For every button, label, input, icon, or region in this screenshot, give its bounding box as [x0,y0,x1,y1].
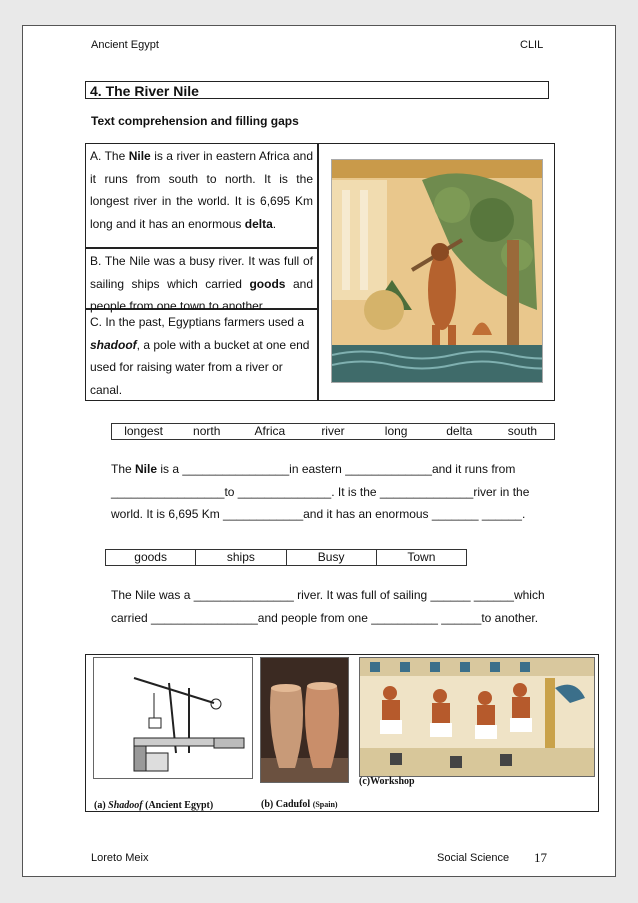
cadufol-jars-image [260,657,349,783]
header-left: Ancient Egypt [91,39,159,51]
page [22,25,616,877]
word-bank-2 [105,549,467,566]
word-bank-item: river [321,424,345,438]
word-bank-1 [111,423,555,440]
workshop-painting-image [359,657,595,777]
paragraph-a: A. The Nile is a river in eastern Africa and it runs from south to north. It is the longest river in the world. It is 6,695 Km long and it has an enormous delta. [85,143,318,248]
footer-left: Loreto Meix [91,852,149,864]
word-bank-item: Town [407,550,436,564]
images-row [85,654,599,812]
word-bank-item: goods [106,550,196,565]
word-bank-item: Busy [287,550,377,565]
paragraph-b: B. The Nile was a busy river. It was full of sailing ships which carried goods and people from one town to another. [85,248,318,309]
word-bank-item: longest [124,424,163,438]
paragraph-c: C. In the past, Egyptians farmers used a shadoof, a pole with a bucket at one end used for raising water from a river or canal. [85,309,318,401]
word-bank-item: delta [446,424,473,438]
word-bank-item: long [384,424,408,438]
caption-cadufol: (b) Cadufol (Spain) [261,799,338,810]
caption-workshop: (c)Workshop [359,776,415,787]
caption-shadoof: (a) Shadoof (Ancient Egypt) [94,800,214,811]
word-bank-item: Africa [254,424,286,438]
subtitle: Text comprehension and filling gaps [91,114,299,128]
word-bank-item: ships [196,550,286,565]
shadoof-diagram-image [93,657,253,779]
section-title: 4. The River Nile [85,81,549,99]
word-bank-item: south [507,424,538,438]
footer-center: Social Science [437,852,510,864]
word-bank-item: north [193,424,221,438]
page-number: 17 [534,850,547,865]
tomb-painting-shadoof-image [331,159,543,383]
header-right: CLIL [520,39,544,51]
gap-text-1: The Nile is a ________________in eastern _____________and it runs from _________________to ______________. It is the ______________river in the world. It is 6,695 Km ____________and it has an enormous _______ ______. [111,462,530,521]
image-frame [318,143,555,401]
gap-text-2: The Nile was a _______________ river. It was full of sailing ______ ______which carried ________________and people from one __________ ______to another. [111,588,545,625]
